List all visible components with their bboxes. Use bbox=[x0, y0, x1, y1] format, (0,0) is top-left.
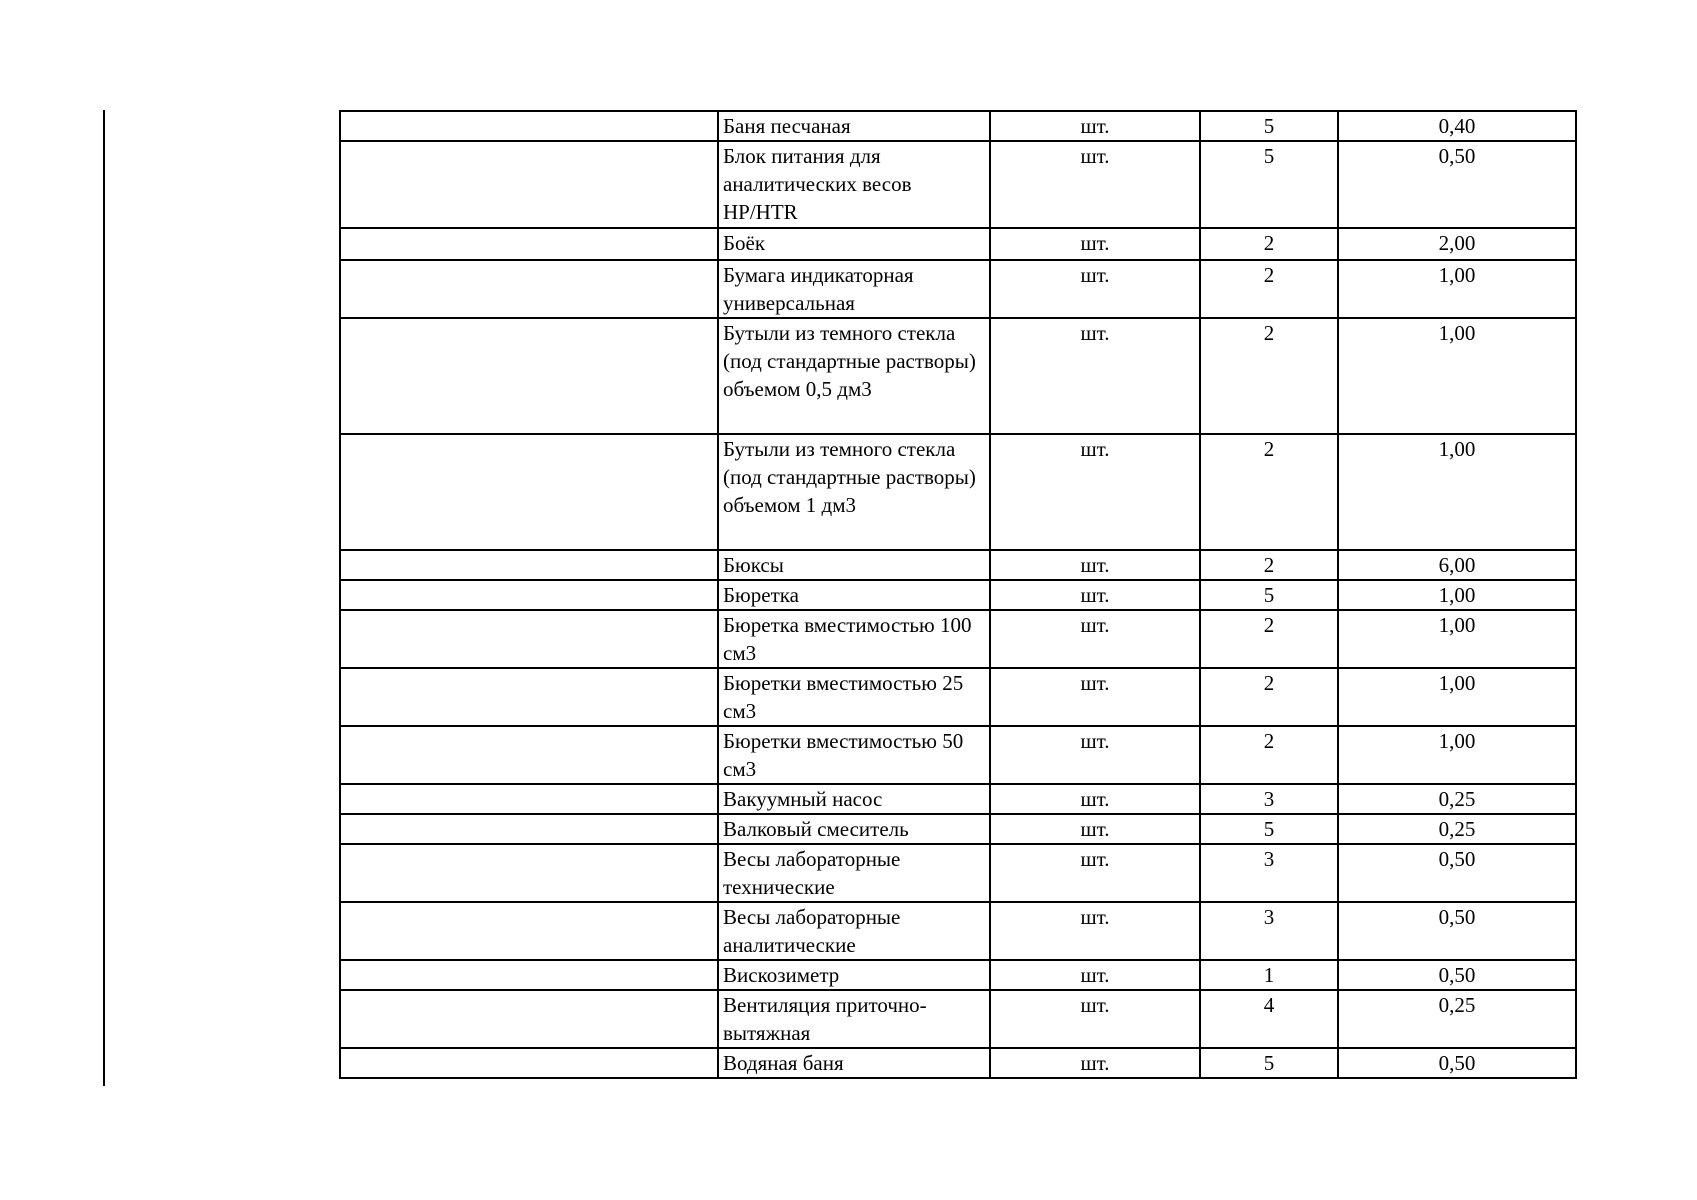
empty-cell bbox=[340, 141, 718, 228]
table-row bbox=[340, 318, 1576, 434]
item-unit: шт. bbox=[990, 960, 1200, 990]
item-name: Боёк bbox=[718, 228, 990, 260]
empty-cell bbox=[340, 1048, 718, 1078]
item-name: Блок питания для аналитических весов HP/HTR bbox=[718, 141, 990, 228]
table-row bbox=[340, 814, 1576, 844]
table-row bbox=[340, 260, 1576, 318]
item-quantity: 5 bbox=[1200, 111, 1338, 141]
item-unit: шт. bbox=[990, 434, 1200, 550]
item-quantity: 3 bbox=[1200, 844, 1338, 902]
item-unit: шт. bbox=[990, 228, 1200, 260]
item-norm: 0,50 bbox=[1338, 1048, 1576, 1078]
item-norm: 1,00 bbox=[1338, 434, 1576, 550]
item-unit: шт. bbox=[990, 784, 1200, 814]
item-name: Бюретка bbox=[718, 580, 990, 610]
table-row bbox=[340, 141, 1576, 228]
item-norm: 1,00 bbox=[1338, 668, 1576, 726]
item-quantity: 2 bbox=[1200, 610, 1338, 668]
item-norm: 1,00 bbox=[1338, 610, 1576, 668]
item-quantity: 5 bbox=[1200, 141, 1338, 228]
item-name: Бумага индикаторная универсальная bbox=[718, 260, 990, 318]
item-name: Бюксы bbox=[718, 550, 990, 580]
item-norm: 1,00 bbox=[1338, 726, 1576, 784]
item-unit: шт. bbox=[990, 668, 1200, 726]
empty-cell bbox=[340, 902, 718, 960]
item-unit: шт. bbox=[990, 1048, 1200, 1078]
item-norm: 6,00 bbox=[1338, 550, 1576, 580]
empty-cell bbox=[340, 990, 718, 1048]
item-name: Бюретка вместимостью 100 см3 bbox=[718, 610, 990, 668]
item-unit: шт. bbox=[990, 550, 1200, 580]
table-row bbox=[340, 550, 1576, 580]
empty-cell bbox=[340, 580, 718, 610]
item-quantity: 3 bbox=[1200, 902, 1338, 960]
empty-cell bbox=[340, 550, 718, 580]
left-margin-rule bbox=[103, 110, 105, 1086]
item-quantity: 5 bbox=[1200, 814, 1338, 844]
item-name: Вентиляция приточно-вытяжная bbox=[718, 990, 990, 1048]
item-unit: шт. bbox=[990, 580, 1200, 610]
item-norm: 0,50 bbox=[1338, 844, 1576, 902]
table-row bbox=[340, 960, 1576, 990]
item-name: Бюретки вместимостью 25 см3 bbox=[718, 668, 990, 726]
table-row bbox=[340, 902, 1576, 960]
item-norm: 0,25 bbox=[1338, 784, 1576, 814]
item-unit: шт. bbox=[990, 141, 1200, 228]
item-norm: 0,50 bbox=[1338, 960, 1576, 990]
item-quantity: 4 bbox=[1200, 990, 1338, 1048]
item-unit: шт. bbox=[990, 814, 1200, 844]
item-unit: шт. bbox=[990, 610, 1200, 668]
item-name: Вакуумный насос bbox=[718, 784, 990, 814]
item-norm: 1,00 bbox=[1338, 260, 1576, 318]
item-name: Весы лабораторные аналитические bbox=[718, 902, 990, 960]
item-norm: 1,00 bbox=[1338, 318, 1576, 434]
item-norm: 2,00 bbox=[1338, 228, 1576, 260]
table-row bbox=[340, 610, 1576, 668]
empty-cell bbox=[340, 610, 718, 668]
item-quantity: 2 bbox=[1200, 318, 1338, 434]
item-norm: 1,00 bbox=[1338, 580, 1576, 610]
item-unit: шт. bbox=[990, 260, 1200, 318]
empty-cell bbox=[340, 228, 718, 260]
empty-cell bbox=[340, 668, 718, 726]
item-quantity: 5 bbox=[1200, 1048, 1338, 1078]
item-quantity: 2 bbox=[1200, 434, 1338, 550]
item-unit: шт. bbox=[990, 844, 1200, 902]
table-row bbox=[340, 844, 1576, 902]
item-quantity: 1 bbox=[1200, 960, 1338, 990]
empty-cell bbox=[340, 434, 718, 550]
table-row bbox=[340, 580, 1576, 610]
table-row bbox=[340, 111, 1576, 141]
table-row bbox=[340, 990, 1576, 1048]
item-name: Бутыли из темного стекла (под стандартные растворы) объемом 0,5 дм3 bbox=[718, 318, 990, 434]
empty-cell bbox=[340, 814, 718, 844]
item-unit: шт. bbox=[990, 318, 1200, 434]
table-row bbox=[340, 228, 1576, 260]
empty-cell bbox=[340, 318, 718, 434]
item-name: Бюретки вместимостью 50 см3 bbox=[718, 726, 990, 784]
item-norm: 0,25 bbox=[1338, 990, 1576, 1048]
item-quantity: 2 bbox=[1200, 726, 1338, 784]
empty-cell bbox=[340, 260, 718, 318]
item-name: Баня песчаная bbox=[718, 111, 990, 141]
item-quantity: 2 bbox=[1200, 228, 1338, 260]
item-unit: шт. bbox=[990, 111, 1200, 141]
empty-cell bbox=[340, 111, 718, 141]
item-quantity: 2 bbox=[1200, 550, 1338, 580]
table-row bbox=[340, 726, 1576, 784]
equipment-table bbox=[339, 110, 1577, 1079]
table-row bbox=[340, 784, 1576, 814]
item-quantity: 2 bbox=[1200, 668, 1338, 726]
item-name: Валковый смеситель bbox=[718, 814, 990, 844]
item-quantity: 2 bbox=[1200, 260, 1338, 318]
item-name: Бутыли из темного стекла (под стандартные растворы) объемом 1 дм3 bbox=[718, 434, 990, 550]
empty-cell bbox=[340, 844, 718, 902]
item-unit: шт. bbox=[990, 990, 1200, 1048]
item-quantity: 3 bbox=[1200, 784, 1338, 814]
table-row bbox=[340, 434, 1576, 550]
table-row bbox=[340, 668, 1576, 726]
item-norm: 0,50 bbox=[1338, 902, 1576, 960]
item-unit: шт. bbox=[990, 726, 1200, 784]
item-quantity: 5 bbox=[1200, 580, 1338, 610]
item-norm: 0,40 bbox=[1338, 111, 1576, 141]
table-row bbox=[340, 1048, 1576, 1078]
empty-cell bbox=[340, 784, 718, 814]
empty-cell bbox=[340, 726, 718, 784]
empty-cell bbox=[340, 960, 718, 990]
item-name: Водяная баня bbox=[718, 1048, 990, 1078]
item-name: Вискозиметр bbox=[718, 960, 990, 990]
item-unit: шт. bbox=[990, 902, 1200, 960]
item-name: Весы лабораторные технические bbox=[718, 844, 990, 902]
item-norm: 0,25 bbox=[1338, 814, 1576, 844]
item-norm: 0,50 bbox=[1338, 141, 1576, 228]
